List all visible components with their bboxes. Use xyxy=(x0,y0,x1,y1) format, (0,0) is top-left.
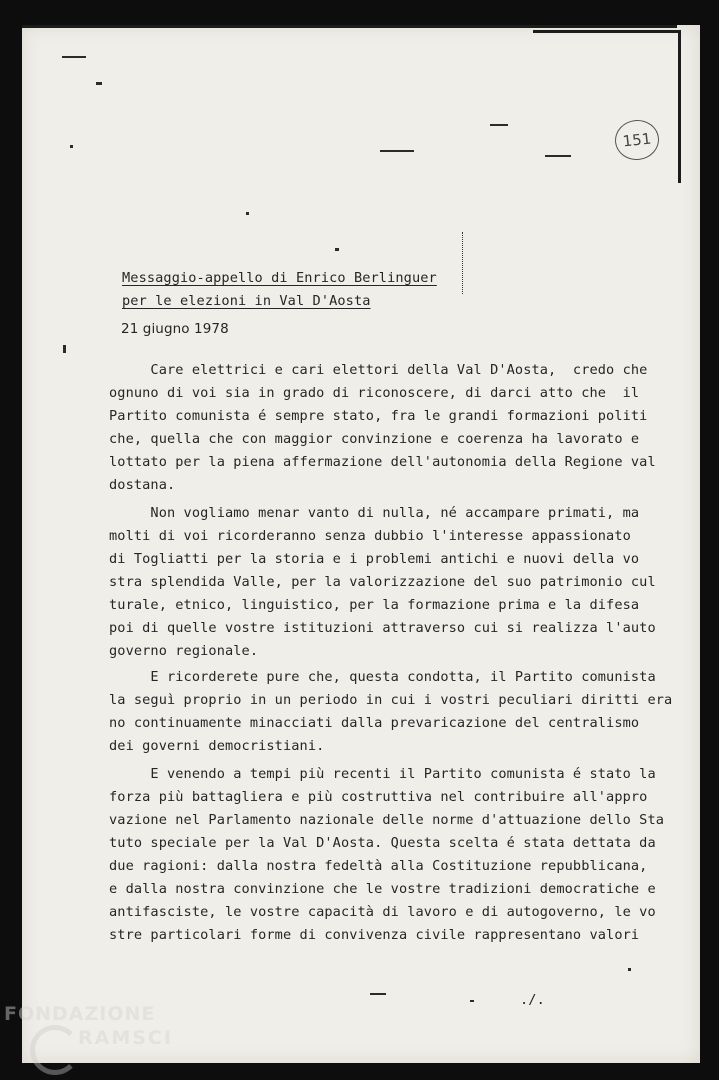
archive-number-stamp: 151 xyxy=(613,118,661,162)
body-line: dei governi democristiani. xyxy=(109,738,325,754)
foundation-watermark xyxy=(4,1003,204,1079)
body-line: lottato per la piena affermazione dell'autonomia della Regione val xyxy=(109,454,656,470)
body-line: stre particolari forme di convivenza civile rappresentano valori xyxy=(109,927,640,943)
watermark-line-1: FONDAZIONE xyxy=(4,1003,156,1025)
heading-line-2: per le elezioni in Val D'Aosta xyxy=(122,293,371,309)
body-line: governo regionale. xyxy=(109,643,259,659)
watermark-line-2: RAMSCI xyxy=(78,1027,173,1049)
body-line: la seguì proprio in un periodo in cui i vostri peculiari diritti era xyxy=(109,692,673,708)
body-line: ognuno di voi sia in grado di riconoscere, di darci atto che il xyxy=(109,385,640,401)
heading-line-1: Messaggio-appello di Enrico Berlinguer xyxy=(122,270,437,286)
body-line: E venendo a tempi più recenti il Partito comunista é stato la xyxy=(109,766,656,782)
body-line: molti di voi ricorderanno senza dubbio l'interesse appassionato xyxy=(109,528,631,544)
body-line: tuto speciale per la Val D'Aosta. Questa scelta é stata dettata da xyxy=(109,835,656,851)
body-line: due ragioni: dalla nostra fedeltà alla Costituzione repubblicana, xyxy=(109,858,648,874)
body-line: di Togliatti per la storia e i problemi antichi e nuovi della vo xyxy=(109,551,640,567)
document-date: 21 giugno 1978 xyxy=(121,321,229,337)
body-line: antifasciste, le vostre capacità di lavoro e di autogoverno, le vo xyxy=(109,904,656,920)
body-line: stra splendida Valle, per la valorizzazione del suo patrimonio cul xyxy=(109,574,656,590)
body-line: che, quella che con maggior convinzione e coerenza ha lavorato e xyxy=(109,431,640,447)
body-line: no continuamente minacciati dalla prevaricazione del centralismo xyxy=(109,715,640,731)
continuation-mark: ./. xyxy=(520,992,545,1008)
body-line: E ricorderete pure che, questa condotta, il Partito comunista xyxy=(109,669,656,685)
body-line: vazione nel Parlamento nazionale delle norme d'attuazione dello Sta xyxy=(109,812,665,828)
body-line: Partito comunista é sempre stato, fra le grandi formazioni politi xyxy=(109,408,648,424)
body-line: Care elettrici e cari elettori della Val D'Aosta, credo che xyxy=(109,362,648,378)
body-line: dostana. xyxy=(109,477,176,493)
corner-frame-rule xyxy=(533,30,681,183)
watermark-g-icon xyxy=(30,1025,80,1075)
body-line: turale, etnico, linguistico, per la formazione prima e la difesa xyxy=(109,597,640,613)
body-line: poi di quelle vostre istituzioni attraverso cui si realizza l'auto xyxy=(109,620,656,636)
margin-mark xyxy=(462,232,464,294)
body-line: e dalla nostra convinzione che le vostre tradizioni democratiche e xyxy=(109,881,656,897)
body-line: Non vogliamo menar vanto di nulla, né accampare primati, ma xyxy=(109,505,640,521)
top-border-rule xyxy=(22,25,677,28)
body-line: forza più battagliera e più costruttiva nel contribuire all'appro xyxy=(109,789,648,805)
